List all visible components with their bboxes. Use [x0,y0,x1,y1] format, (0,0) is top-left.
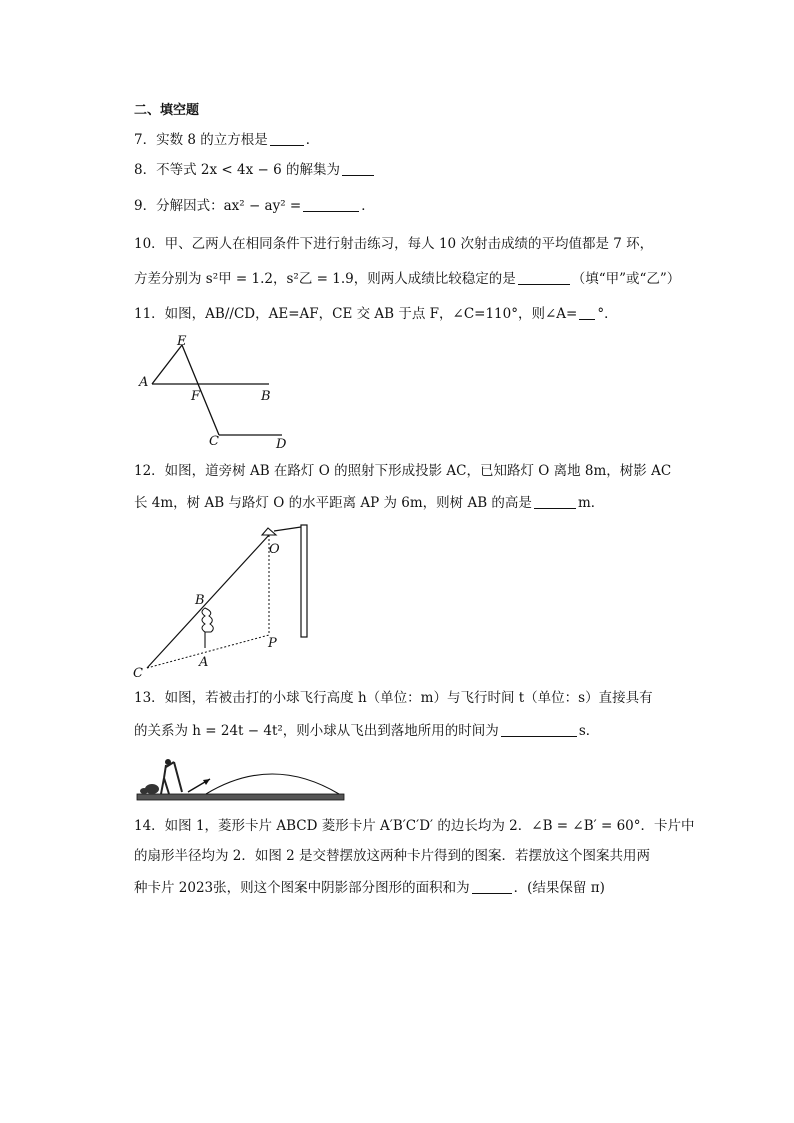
figure-11-parallel-lines [134,332,304,452]
q11-text: 11．如图，AB//CD，AE=AF，CE 交 AB 于点 F，∠C=110°，则∠A= [134,306,578,322]
q14-end: ．(结果保留 π) [513,880,605,896]
question-12-line-2 [134,494,694,512]
q13-end: s． [578,723,600,739]
q14-text: 种卡片 2023张，则这个图案中阴影部分图形的面积和为 [134,880,470,896]
answer-blank [342,162,374,176]
question-7 [134,131,694,149]
q11-end: °． [597,306,618,322]
label-O: O [269,542,280,557]
q8-text: 8．不等式 2x < 4x − 6 的解集为 [134,162,340,178]
answer-blank [501,723,577,737]
question-10-line-2 [134,270,694,288]
question-14-line-3 [134,879,694,897]
answer-blank [518,271,570,285]
question-14-line-2: 的扇形半径均为 2．如图 2 是交替摆放这两种卡片得到的图案．若摆放这个图案共用两 [134,848,651,864]
question-13-line-2 [134,722,694,740]
q9-text: 9．分解因式：ax² − ay² = [134,198,302,214]
question-11 [134,305,694,323]
question-13-line-1: 13．如图，若被击打的小球飞行高度 h（单位：m）与飞行时间 t（单位：s）直接具有 [134,690,653,706]
figure-12-street-lamp [130,520,320,680]
figure-13-golf-ball-flight [134,752,348,804]
q12-end: m． [577,495,605,511]
q7-end: ． [305,132,320,148]
answer-blank [270,132,304,146]
q10-text: 方差分别为 s²甲 = 1.2，s²乙 = 1.9，则两人成绩比较稳定的是 [134,271,516,287]
label-A: A [139,375,149,390]
q10-end: （填“甲”或“乙”） [571,271,681,287]
answer-blank [303,198,359,212]
answer-blank [472,880,512,894]
q7-text: 7．实数 8 的立方根是 [134,132,268,148]
q12-text: 长 4m，树 AB 与路灯 O 的水平距离 AP 为 6m，则树 AB 的高是 [134,495,532,511]
label-A: A [199,655,209,670]
question-12-line-1: 12．如图，道旁树 AB 在路灯 O 的照射下形成投影 AC，已知路灯 O 离地 8m，树影 AC [134,463,672,479]
label-P: P [268,636,277,651]
label-C: C [209,434,219,449]
answer-blank [579,306,595,320]
question-10-line-1: 10．甲、乙两人在相同条件下进行射击练习，每人 10 次射击成绩的平均值都是 7 环， [134,236,654,252]
section-title: 二、填空题 [134,103,200,118]
label-F: F [191,389,201,404]
q9-end: ． [361,198,375,214]
label-C: C [133,666,143,680]
label-B: B [261,389,271,404]
label-E: E [177,334,187,349]
question-8 [134,161,694,179]
label-D: D [276,437,287,452]
q13-text: 的关系为 h = 24t − 4t²，则小球从飞出到落地所用的时间为 [134,723,499,739]
label-B: B [195,593,205,608]
question-14-line-1: 14．如图 1，菱形卡片 ABCD 菱形卡片 A′B′C′D′ 的边长均为 2．∠B = ∠B′ = 60°．卡片中 [134,818,695,834]
answer-blank [534,495,576,509]
question-9 [134,197,694,215]
